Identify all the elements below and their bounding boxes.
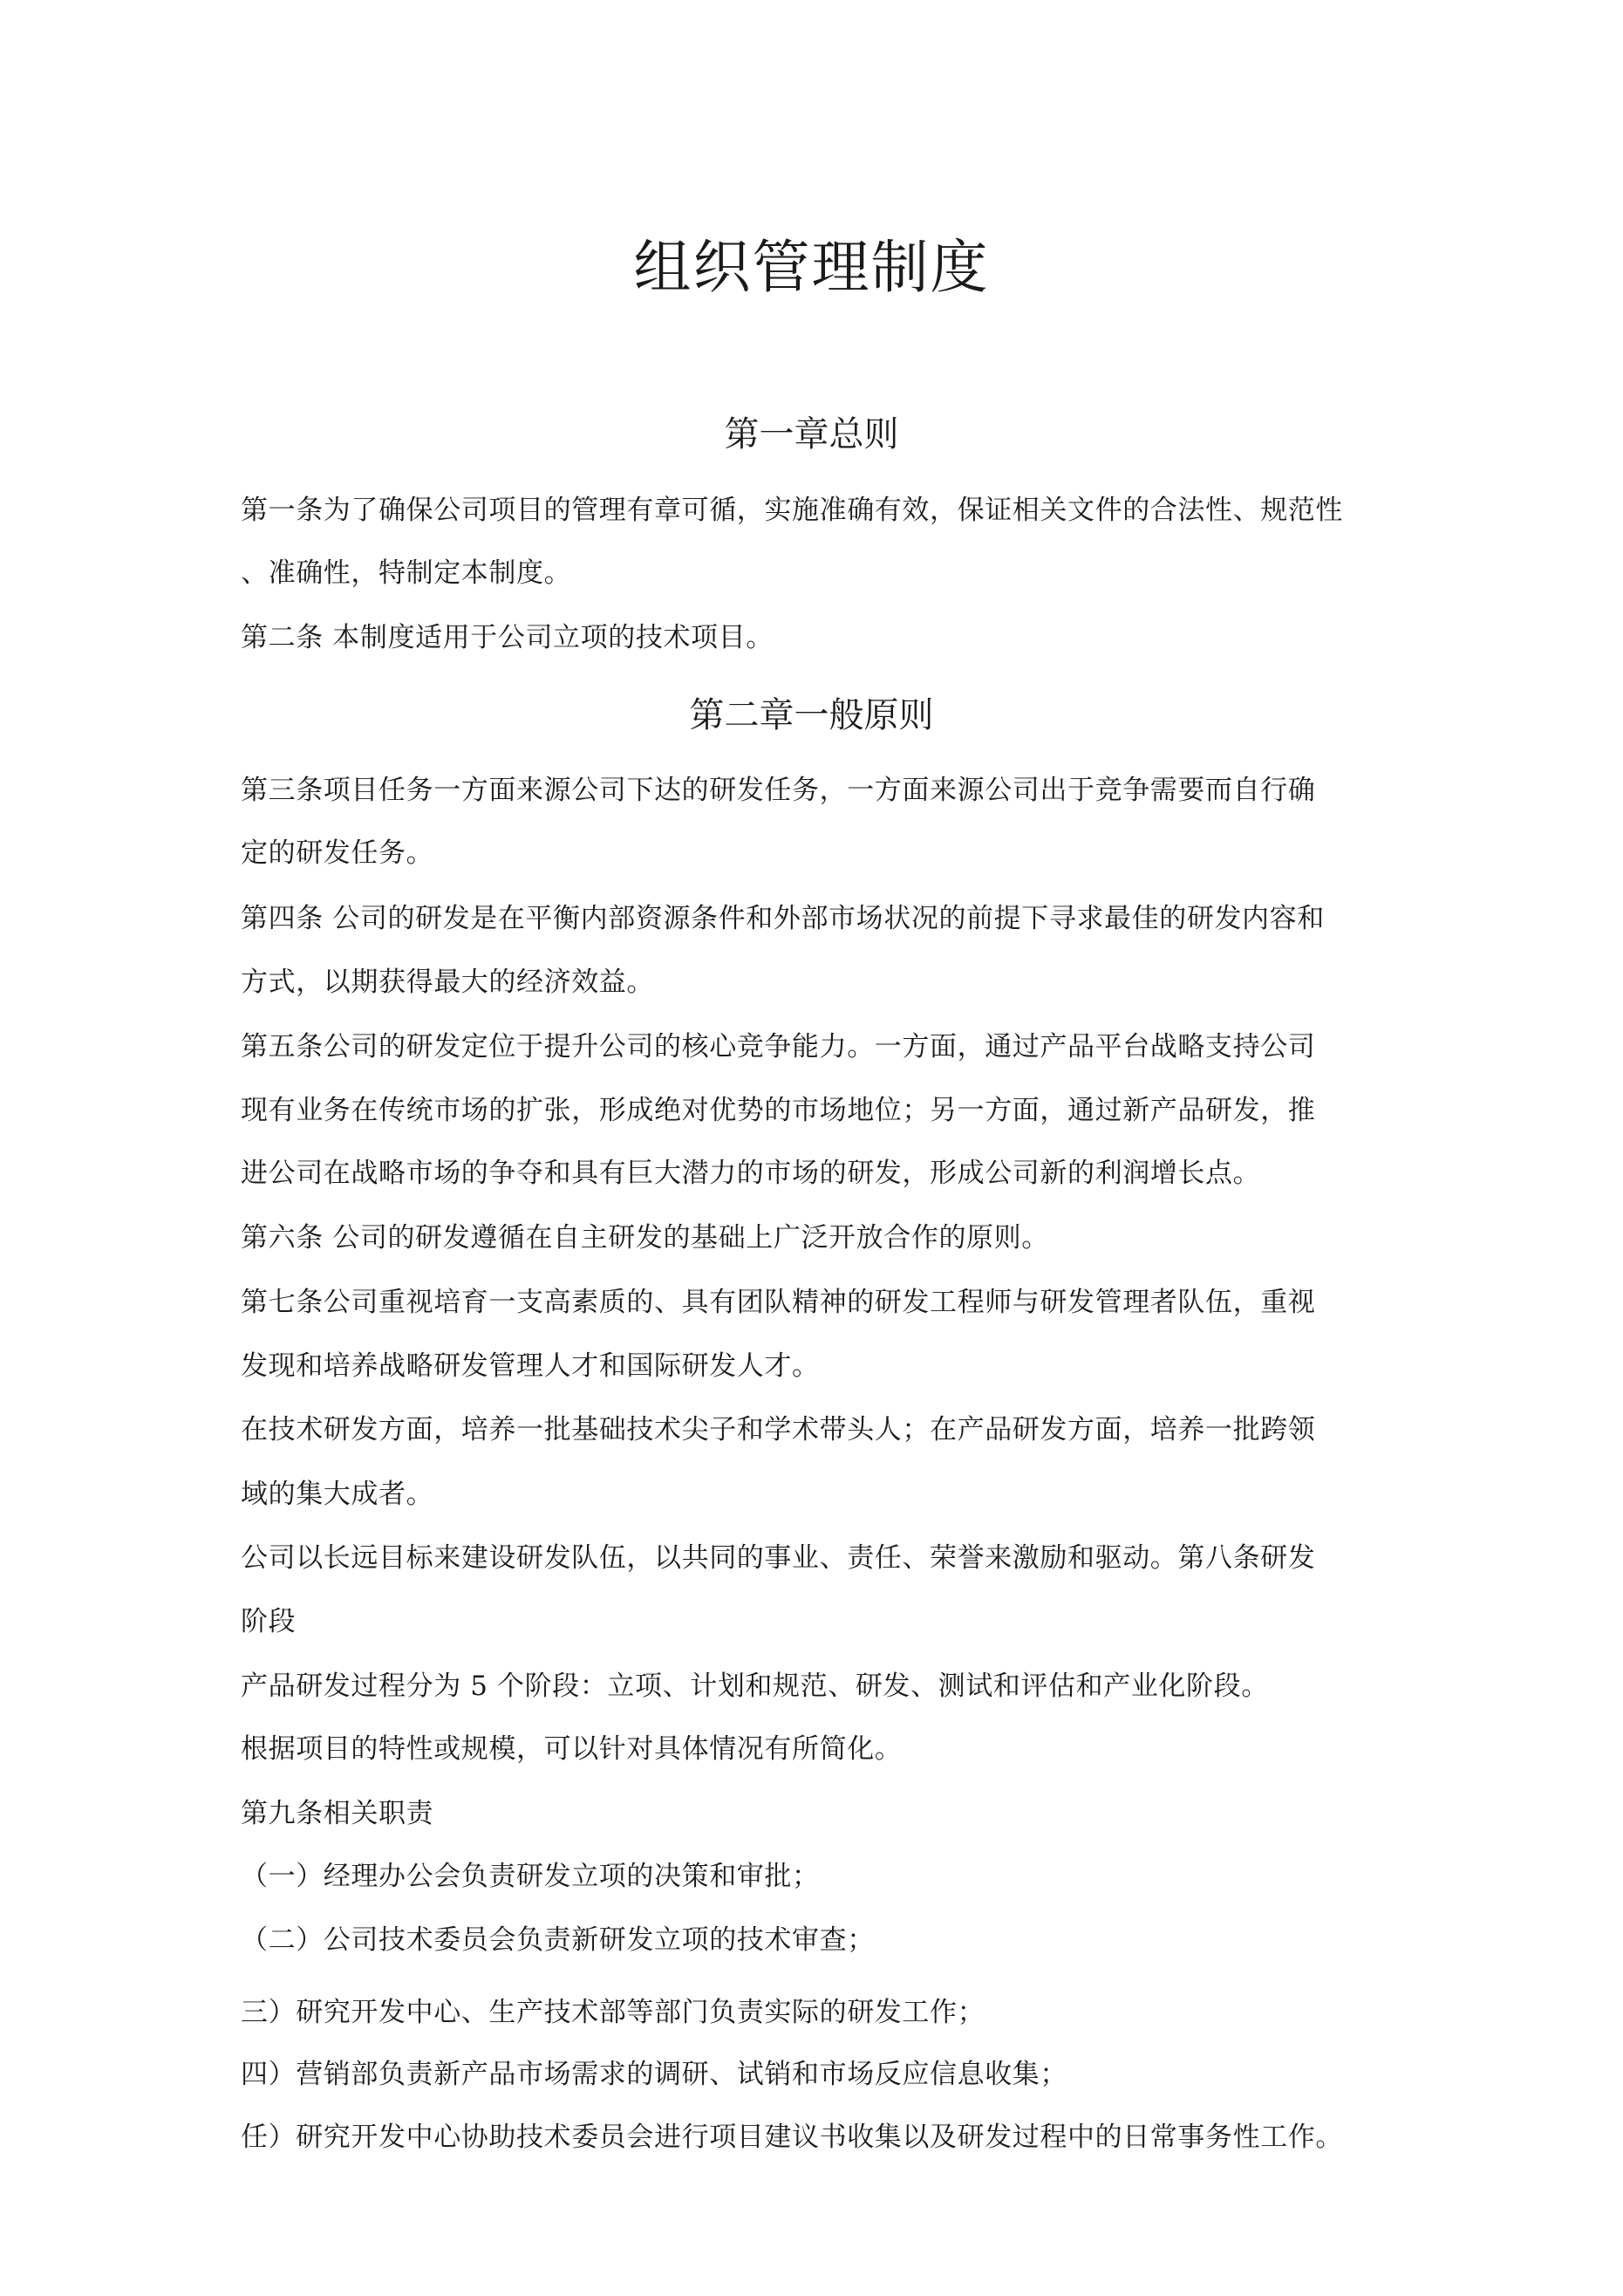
paragraph-line: 第四条 公司的研发是在平衡内部资源条件和外部市场状况的前提下寻求最佳的研发内容和	[241, 903, 1325, 934]
paragraph-line: 任）研究开发中心协助技术委员会进行项目建议书收集以及研发过程中的日常事务性工作。	[241, 2122, 1343, 2153]
paragraph-line: 定的研发任务。	[241, 837, 434, 869]
paragraph-line: 、准确性，特制定本制度。	[241, 557, 572, 589]
paragraph-line: 现有业务在传统市场的扩张，形成绝对优势的市场地位；另一方面，通过新产品研发，推	[241, 1095, 1316, 1126]
paragraph-line: 第三条项目任务一方面来源公司下达的研发任务，一方面来源公司出于竞争需要而自行确	[241, 775, 1316, 806]
document-title: 组织管理制度	[633, 234, 990, 301]
paragraph-line: 公司以长远目标来建设研发队伍，以共同的事业、责任、荣誉来激励和驱动。第八条研发	[241, 1542, 1316, 1574]
paragraph-line: 阶段	[241, 1606, 297, 1637]
paragraph-line: 三）研究开发中心、生产技术部等部门负责实际的研发工作；	[241, 1997, 985, 2028]
paragraph-line: 在技术研发方面，培养一批基础技术尖子和学术带头人；在产品研发方面，培养一批跨领	[241, 1414, 1316, 1445]
paragraph-line: 四）营销部负责新产品市场需求的调研、试销和市场反应信息收集；	[241, 2059, 1067, 2090]
paragraph-line: 方式，以期获得最大的经济效益。	[241, 967, 654, 998]
paragraph-line: 发现和培养战略研发管理人才和国际研发人才。	[241, 1350, 820, 1382]
paragraph-line: 第二条 本制度适用于公司立项的技术项目。	[241, 622, 774, 653]
paragraph-line: 域的集大成者。	[241, 1479, 434, 1510]
paragraph-line: 第七条公司重视培育一支高素质的、具有团队精神的研发工程师与研发管理者队伍，重视	[241, 1287, 1316, 1318]
paragraph-line: 进公司在战略市场的争夺和具有巨大潜力的市场的研发，形成公司新的利润增长点。	[241, 1158, 1261, 1189]
paragraph-line: （一）经理办公会负责研发立项的决策和审批；	[241, 1861, 820, 1892]
paragraph-line: 第九条相关职责	[241, 1798, 434, 1829]
paragraph-line: 第一条为了确保公司项目的管理有章可循，实施准确有效，保证相关文件的合法性、规范性	[241, 495, 1343, 526]
paragraph-line: 根据项目的特性或规模，可以针对具体情况有所简化。	[241, 1733, 903, 1765]
paragraph-line: （二）公司技术委员会负责新研发立项的技术审查；	[241, 1924, 875, 1956]
paragraph-line: 第六条 公司的研发遵循在自主研发的基础上广泛开放合作的原则。	[241, 1222, 1049, 1254]
chapter-2-heading: 第二章一般原则	[689, 695, 934, 735]
chapter-1-heading: 第一章总则	[724, 414, 899, 454]
paragraph-line: 第五条公司的研发定位于提升公司的核心竞争能力。一方面，通过产品平台战略支持公司	[241, 1031, 1316, 1063]
paragraph-line: 产品研发过程分为 5 个阶段：立项、计划和规范、研发、测试和评估和产业化阶段。	[241, 1671, 1269, 1702]
